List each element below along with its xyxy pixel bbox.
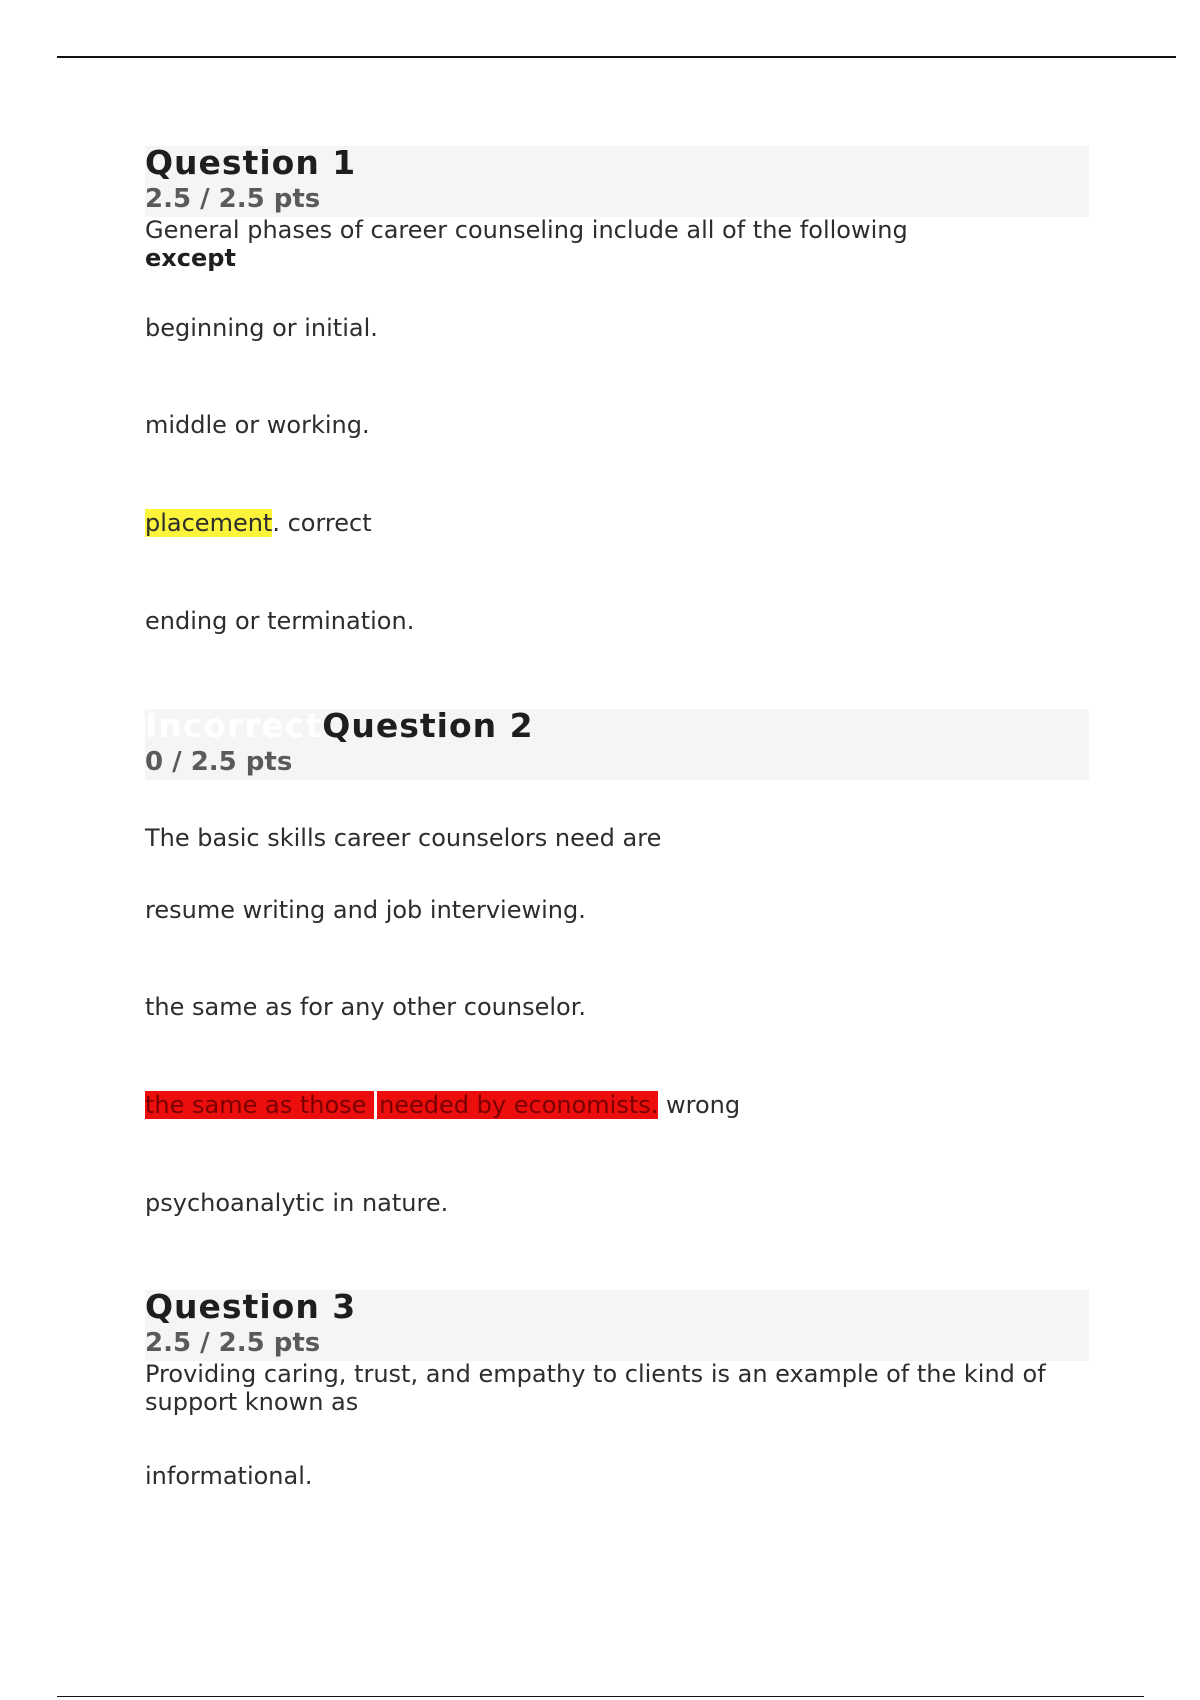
question-3-option-1[interactable]: informational. [145,1462,313,1490]
question-2-option-4[interactable]: psychoanalytic in nature. [145,1189,449,1217]
question-2-option-wrong[interactable] [145,1090,740,1120]
question-1-option-correct[interactable] [145,508,372,538]
wrong-answer-marker: wrong [666,1091,741,1119]
question-1-title: Question 1 [145,143,357,182]
question-2-title-row [145,708,534,744]
question-3-prompt: Providing caring, trust, and empathy to clients is an example of the kind of support known as [145,1360,1046,1416]
wrong-answer-highlight-part-2: needed by economists. [374,1091,658,1119]
incorrect-status-tag: Incorrect [145,706,323,745]
question-2-option-1[interactable]: resume writing and job interviewing. [145,896,586,924]
top-rule [57,56,1176,58]
question-1-prompt-emphasis: except [145,244,236,272]
correct-answer-highlight: placement [145,509,273,537]
question-2-option-2[interactable]: the same as for any other counselor. [145,993,586,1021]
wrong-answer-highlight [145,1091,658,1119]
question-1-option-2[interactable]: middle or working. [145,411,370,439]
question-3-points: 2.5 / 2.5 pts [145,1328,321,1358]
question-3-title: Question 3 [145,1287,357,1326]
question-1-prompt [145,216,1075,272]
correct-answer-marker: . correct [272,509,372,537]
question-2-title: Question 2 [322,706,534,745]
bottom-rule [57,1696,1144,1697]
question-2-points: 0 / 2.5 pts [145,747,293,777]
question-1-prompt-text: General phases of career counseling include all of the following [145,216,908,244]
question-1-points: 2.5 / 2.5 pts [145,184,321,214]
wrong-answer-highlight-part-1: the same as those [145,1091,367,1119]
question-1-option-4[interactable]: ending or termination. [145,607,415,635]
question-2-prompt: The basic skills career counselors need are [145,824,662,852]
question-1-option-1[interactable]: beginning or initial. [145,314,378,342]
